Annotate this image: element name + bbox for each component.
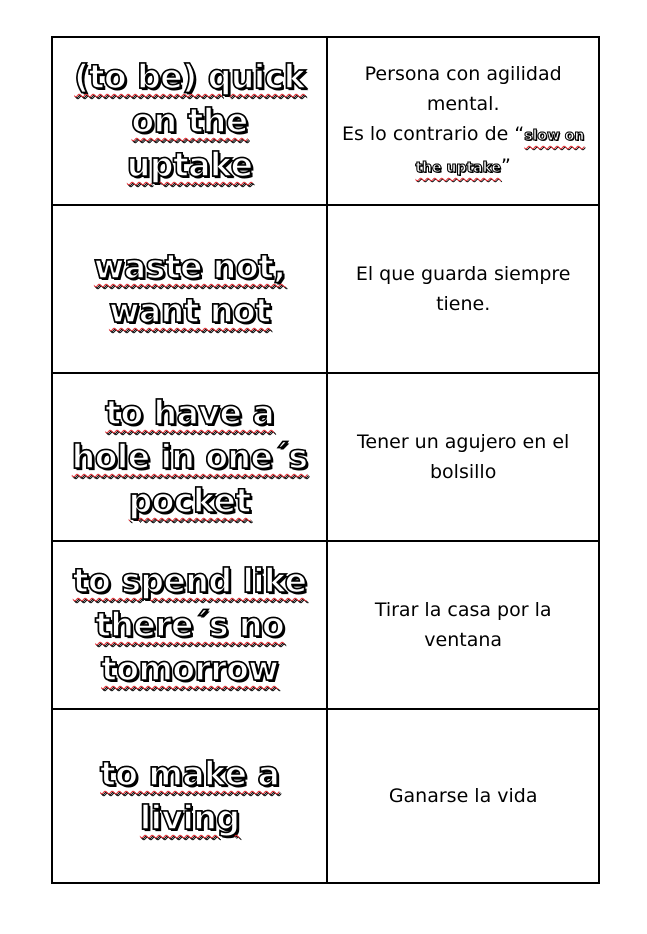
idiom-text: to have a hole in one´s pocket [71, 393, 308, 520]
idiom-text: to make a living [100, 754, 280, 837]
card-row [52, 373, 599, 541]
meaning-cell [327, 541, 599, 709]
card-row [52, 37, 599, 205]
card-row [52, 709, 599, 883]
inline-idiom-text: slow on the uptake [415, 128, 585, 176]
meaning-cell [327, 37, 599, 205]
idiom-text: (to be) quick on the uptake [74, 57, 306, 184]
idiom-cell [52, 205, 327, 373]
idiom-cell [52, 37, 327, 205]
meaning-prefix: Es lo contrario de “ [341, 123, 525, 145]
idiom-text: to spend like there´s no tomorrow [72, 561, 307, 688]
card-row [52, 205, 599, 373]
meaning-text: Tener un agujero en el bolsillo [357, 431, 570, 483]
meaning-cell [327, 205, 599, 373]
meaning-text [334, 59, 592, 183]
card-row [52, 541, 599, 709]
meaning-cell [327, 373, 599, 541]
meaning-text: Ganarse la vida [388, 785, 538, 807]
meaning-text: Tirar la casa por la ventana [374, 599, 552, 651]
meaning-suffix: ” [501, 155, 511, 177]
meaning-text: El que guarda siempre tiene. [355, 263, 571, 315]
idiom-cell [52, 709, 327, 883]
idiom-text: waste not, want not [93, 247, 286, 330]
idiom-cell [52, 541, 327, 709]
meaning-cell [327, 709, 599, 883]
meaning-line: Persona con agilidad mental. [364, 63, 562, 115]
idiom-cell [52, 373, 327, 541]
idiom-card-table [51, 36, 600, 884]
